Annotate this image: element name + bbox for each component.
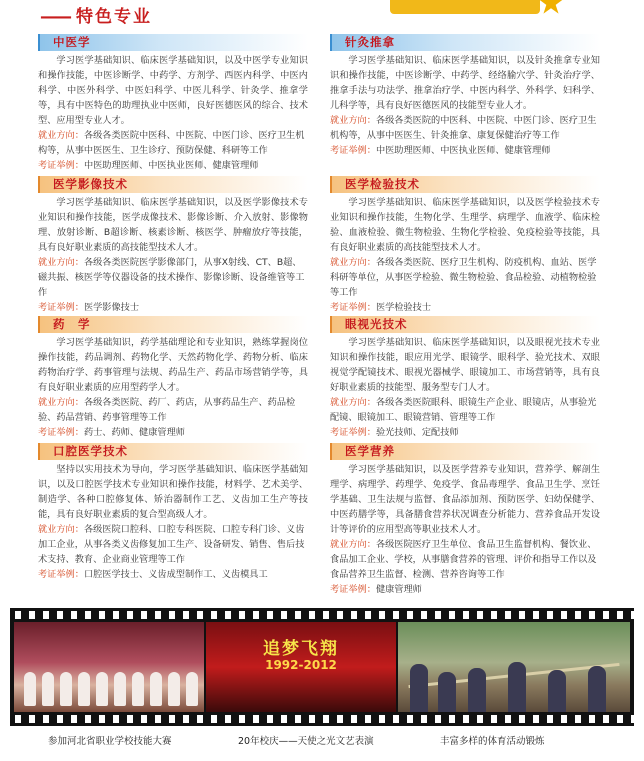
- major-title-bar: [38, 443, 308, 460]
- certificate-text: 验光技师、定配技师: [375, 427, 459, 438]
- employment-text: 各级各类医院、药厂、药店，从事药品生产、药品检验、药品营销、药事管理等工作: [38, 397, 296, 423]
- stage-banner-years: 1992-2012: [265, 658, 337, 672]
- major-intro: 学习医学基础知识、临床医学基础知识，以及中医学专业知识和操作技能，中医诊断学、中药学、方剂学、西医内科学、中医内科学、中医外科学、中医妇科学、中医儿科学、针灸学、推拿学等，具有中医特色的助理执业中医师，良好医德医风的综合、技术型、应用型专业人才。: [38, 55, 308, 126]
- certificate-label: 考证举例：: [330, 145, 376, 156]
- major-title: 口腔医学技术: [53, 444, 128, 458]
- employment-text: 各级各类医院的中医科、中医院、中医门诊、医疗卫生机构等，从事中医医生、针灸推拿、康复保健治疗等工作: [330, 115, 597, 141]
- certificate-row: [330, 300, 600, 315]
- major-title-bar: [330, 316, 600, 333]
- major-card-optometry: [330, 316, 600, 440]
- certificate-label: 考证举例：: [38, 569, 84, 580]
- major-title-bar: [330, 443, 600, 460]
- major-intro: 学习医学基础知识、临床医学基础知识，以及医学检验技术专业知识和操作技能，生物化学、生理学、病理学、血液学、临床检验、血液检验、微生物检验、生物化学检验、免疫检验等技能，具有良好职业素质的高技能型技术人才。: [330, 197, 600, 253]
- employment-text: 各级各类医院医学影像部门，从事X射线、CT、B超、磁共振、核医学等仪器设备的技术操作、影像诊断、设备维管等工作: [38, 257, 305, 298]
- employment-row: [330, 537, 600, 582]
- major-intro: 学习医学基础知识、临床医学基础知识，以及眼视光技术专业知识和操作技能，眼应用光学、眼镜学、眼科学、验光技术、双眼视觉学配镜技术、眼视光器械学、眼镜加工、市场营销等，具有良好职业素质的技能型、服务型专门人才。: [330, 337, 600, 393]
- major-title: 医学营养: [345, 444, 395, 458]
- certificate-text: 口腔医学技士、义齿成型制作工、义齿模具工: [83, 569, 268, 580]
- major-card-dental: [38, 443, 308, 582]
- film-sprocket-holes: [10, 611, 634, 619]
- employment-text: 各级各类医院、医疗卫生机构、防疫机构、血站、医学科研等单位，从事医学检验、微生物检验、食品检验、动植物检验等工作: [330, 257, 597, 298]
- certificate-label: 考证举例：: [38, 302, 84, 313]
- major-title-bar: [38, 316, 308, 333]
- major-intro: 学习医学基础知识，药学基础理论和专业知识，熟练掌握岗位操作技能，药品调剂、药物化学、天然药物化学、药物分析、临床药物治疗学、药事管理与法规、药品生产、药品市场营销学等，具有良好职业素质的应用型药学人才。: [38, 337, 308, 393]
- heading-dash: ——: [40, 7, 70, 27]
- employment-row: [38, 522, 308, 567]
- employment-label: 就业方向：: [38, 524, 84, 535]
- major-card-nutrition: [330, 443, 600, 597]
- employment-label: 就业方向：: [38, 257, 84, 268]
- major-card-imaging: [38, 176, 308, 315]
- photo-skills-competition: [14, 622, 204, 712]
- photo-caption: 20年校庆——天使之光文艺表演: [238, 736, 374, 747]
- employment-label: 就业方向：: [330, 115, 376, 126]
- major-title: 医学影像技术: [53, 177, 128, 191]
- certificate-row: [330, 425, 600, 440]
- certificate-text: 中医助理医师、中医执业医师、健康管理师: [375, 145, 551, 156]
- certificate-text: 健康管理师: [375, 584, 422, 595]
- major-title-bar: [330, 176, 600, 193]
- major-intro: 学习医学基础知识，以及医学营养专业知识，营养学、解剖生理学、病理学、药理学、免疫学、食品毒理学、食品卫生学、烹饪学基础、卫生法规与监督、食品添加剂、预防医学、妇幼保健学、中医药膳学等，具备膳食营养状况调查分析能力、营养食品开发设计等评价的应用型高等职业技术人才。: [330, 464, 600, 535]
- major-title-bar: [330, 34, 600, 51]
- certificate-row: [38, 158, 308, 173]
- employment-label: 就业方向：: [38, 130, 84, 141]
- film-sprocket-holes: [10, 715, 634, 723]
- employment-label: 就业方向：: [330, 397, 376, 408]
- employment-label: 就业方向：: [330, 539, 376, 550]
- certificate-label: 考证举例：: [38, 160, 84, 171]
- photo-anniversary-show: [206, 622, 396, 712]
- certificate-label: 考证举例：: [38, 427, 84, 438]
- certificate-row: [38, 425, 308, 440]
- employment-row: [330, 255, 600, 300]
- major-title-bar: [38, 176, 308, 193]
- certificate-text: 医学影像技士: [83, 302, 140, 313]
- major-card-lab: [330, 176, 600, 315]
- section-heading: [40, 2, 152, 27]
- employment-text: 各级各类医院中医科、中医院、中医门诊、医疗卫生机构等，从事中医医生、卫生诊疗、预防保健、科研等工作: [38, 130, 305, 156]
- major-card-acupuncture: [330, 34, 600, 158]
- major-title: 中医学: [53, 35, 91, 49]
- major-title: 眼视光技术: [345, 317, 408, 331]
- certificate-text: 中医助理医师、中医执业医师、健康管理师: [83, 160, 259, 171]
- certificate-row: [330, 143, 600, 158]
- photo-film-strip: [10, 608, 634, 726]
- major-title: 药 学: [53, 317, 91, 331]
- employment-row: [330, 395, 600, 425]
- employment-text: 各级各类医院眼科、眼镜生产企业、眼镜店，从事验光配镜、眼镜加工、眼镜营销、管理等工作: [330, 397, 597, 423]
- employment-row: [38, 395, 308, 425]
- employment-label: 就业方向：: [38, 397, 84, 408]
- photo-caption: 丰富多样的体育活动锻炼: [440, 736, 545, 747]
- major-intro: 坚持以实用技术为导向，学习医学基础知识、临床医学基础知识，以及口腔医学技术专业知识和操作技能，材料学、艺术美学、制造学、各种口腔修复体、矫治器制作工艺、义齿加工生产等技能，具有良好职业素质的复合型高级人才。: [38, 464, 308, 520]
- certificate-text: 医学检验技士: [375, 302, 432, 313]
- employment-row: [38, 255, 308, 300]
- top-banner-fragment: [390, 0, 540, 14]
- major-title: 针灸推拿: [345, 35, 395, 49]
- nurses-group: [20, 666, 198, 706]
- employment-label: 就业方向：: [330, 257, 376, 268]
- employment-row: [38, 128, 308, 158]
- photo-sports-activity: [398, 622, 630, 712]
- certificate-text: 药士、药师、健康管理师: [83, 427, 185, 438]
- photo-caption: 参加河北省职业学校技能大赛: [48, 736, 172, 747]
- section-title: 特色专业: [76, 7, 152, 27]
- major-title-bar: [38, 34, 308, 51]
- major-card-pharmacy: [38, 316, 308, 440]
- employment-text: 各级医院医疗卫生单位、食品卫生监督机构、餐饮业、食品加工企业、学校，从事膳食营养的管理、评价和指导工作以及食品营养卫生监督、检测、营养咨询等工作: [330, 539, 597, 580]
- certificate-label: 考证举例：: [330, 427, 376, 438]
- certificate-label: 考证举例：: [330, 302, 376, 313]
- stage-banner-title: 追梦飞翔: [263, 639, 339, 659]
- certificate-row: [38, 300, 308, 315]
- major-intro: 学习医学基础知识、临床医学基础知识，以及医学影像技术专业知识和操作技能，医学成像技术、影像诊断、介入放射、影像物理、放射诊断、B超诊断、核素诊断、核医学、肿瘤放疗等技能，具有良好职业素质的高技能型技术人才。: [38, 197, 308, 253]
- star-icon: [538, 0, 564, 16]
- certificate-row: [330, 582, 600, 597]
- major-title: 医学检验技术: [345, 177, 420, 191]
- major-intro: 学习医学基础知识、临床医学基础知识，以及针灸推拿专业知识和操作技能，中医诊断学、中药学、经络腧穴学、针灸治疗学、推拿手法与功法学、推拿治疗学、中医内科学、外科学、妇科学、儿科学等，具有良好医德医风的技能型专业人才。: [330, 55, 600, 111]
- employment-text: 各级医院口腔科、口腔专科医院、口腔专科门诊、义齿加工企业，从事各类义齿修复加工生产、设备研发、销售、售后技术支持、教育、企业商业管理等工作: [38, 524, 305, 565]
- employment-row: [330, 113, 600, 143]
- certificate-label: 考证举例：: [330, 584, 376, 595]
- major-card-tcm: [38, 34, 308, 173]
- certificate-row: [38, 567, 308, 582]
